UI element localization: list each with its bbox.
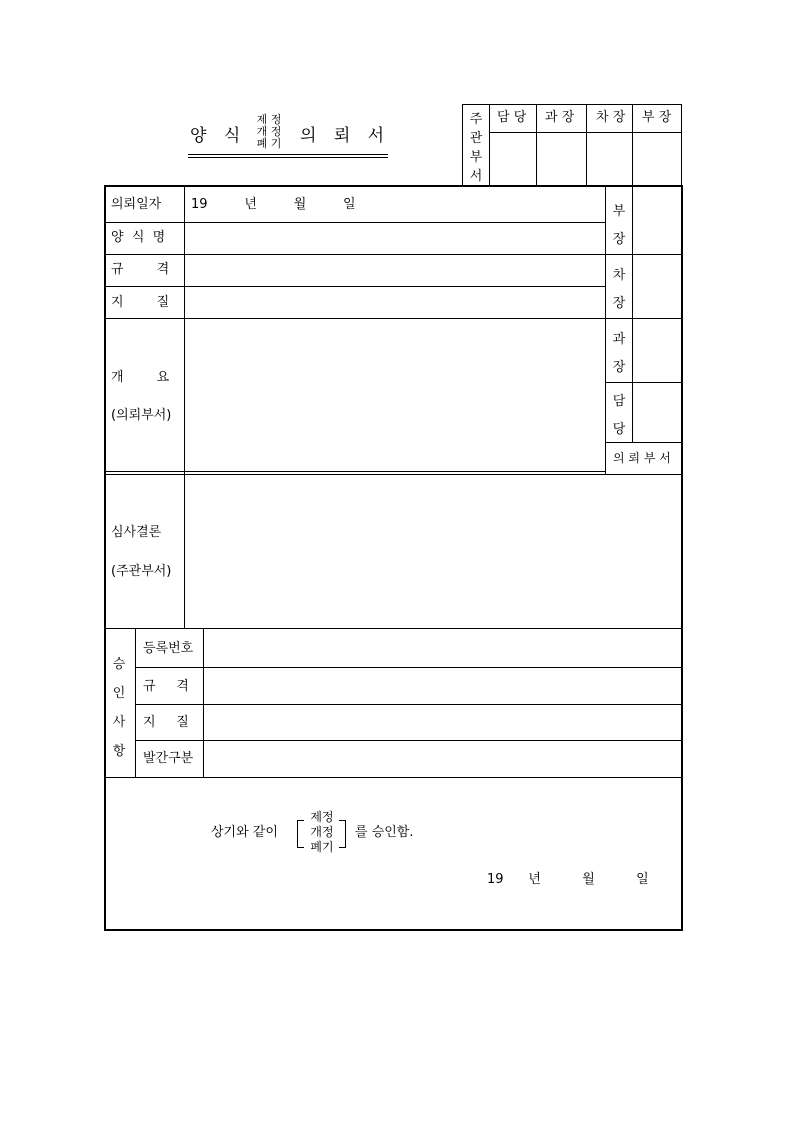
bracket-left — [297, 820, 304, 848]
side-damdang-label: 담 당 — [612, 394, 626, 437]
reg-no-label: 등록번호 — [143, 641, 194, 656]
title-option-revise: 개 정 — [256, 125, 282, 138]
overview-input[interactable] — [186, 320, 604, 470]
approval-header-gwajang: 과 장 — [545, 110, 575, 125]
approval-header-damdang: 담 당 — [497, 110, 527, 125]
material2-label: 지 질 — [143, 715, 189, 730]
statement-options: 제정 개정 폐기 — [310, 810, 334, 854]
title-underline-2 — [188, 157, 388, 158]
reg-no-input[interactable] — [205, 630, 681, 666]
approval-items-label: 승 인 사 항 — [112, 657, 126, 759]
material2-input[interactable] — [205, 706, 681, 739]
title-suffix: 의 뢰 서 — [300, 126, 391, 146]
issue-type-input[interactable] — [205, 742, 681, 776]
spec2-label: 규 격 — [143, 679, 189, 694]
statement-suffix: 를 승인함. — [355, 825, 414, 840]
spec-input[interactable] — [186, 256, 604, 285]
title-options — [250, 114, 288, 150]
material-label: 지 질 — [111, 295, 170, 310]
review-label: 심사결론 — [111, 525, 162, 540]
approval-header-bujang: 부 장 — [642, 110, 672, 125]
spec2-input[interactable] — [205, 669, 681, 703]
approval-date[interactable]: 19 년 월 일 — [487, 872, 649, 887]
side-chajang-label: 차 장 — [612, 268, 626, 311]
side-bujang-label: 부 장 — [612, 204, 626, 247]
side-gwajang-label: 과 장 — [612, 332, 626, 375]
material-input[interactable] — [186, 288, 604, 317]
form-name-input[interactable] — [186, 224, 604, 253]
title-option-establish: 제 정 — [256, 113, 282, 126]
title-option-abolish: 폐 기 — [256, 137, 282, 150]
review-sub-label: (주관부서) — [111, 564, 172, 579]
review-input[interactable] — [186, 476, 681, 626]
overview-sub-label: (의뢰부서) — [111, 408, 172, 423]
spec-label: 규 격 — [111, 262, 170, 277]
form-name-label: 양 식 명 — [111, 230, 166, 245]
issue-type-label: 발간구분 — [143, 751, 194, 766]
bracket-right — [339, 820, 346, 848]
request-date-value[interactable]: 19 년 월 일 — [191, 197, 356, 212]
request-date-label: 의뢰일자 — [111, 197, 162, 212]
side-request-dept-label: 의 뢰 부 서 — [613, 451, 671, 465]
title-prefix: 양 식 — [190, 126, 247, 146]
approval-header-chajang: 차 장 — [596, 110, 626, 125]
statement-prefix: 상기와 같이 — [211, 825, 278, 840]
title-underline-1 — [188, 154, 388, 155]
overview-label: 개 요 — [111, 370, 170, 385]
approval-dept-label: 주 관 부 서 — [469, 112, 483, 184]
